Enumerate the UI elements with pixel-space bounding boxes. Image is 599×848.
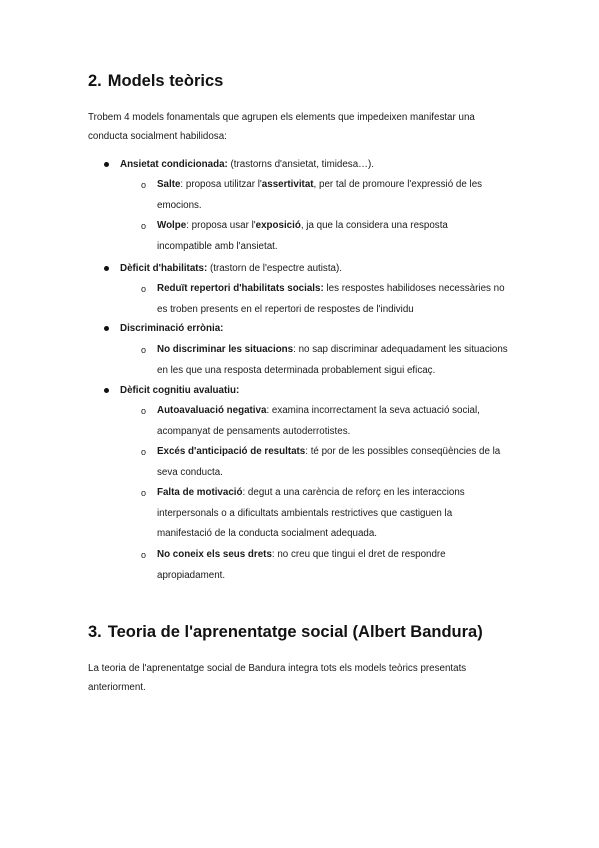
sub-list-item [157, 545, 517, 586]
term: assertivitat [261, 179, 314, 190]
term: Wolpe [157, 220, 187, 231]
item-text: (trastorns d'ansietat, timidesa…). [227, 159, 374, 170]
list-item [120, 319, 520, 340]
term: No discriminar les situacions [157, 344, 294, 355]
item-text: : proposa utilitzar l' [180, 179, 262, 190]
sub-bullet-icon: o [141, 221, 147, 231]
sub-bullet-icon: o [141, 550, 147, 560]
bullet-icon [104, 162, 109, 167]
term: Salte [157, 179, 181, 190]
item-text: en les que una resposta determinada probablement sigui eficaç. [157, 364, 436, 376]
text-line: conducta socialment habilidosa: [88, 131, 227, 142]
item-text: incompatible amb l'ansietat. [157, 240, 278, 252]
item-text: les respostes habilidoses necessàries no [323, 283, 505, 294]
section-2-heading [88, 72, 223, 91]
section-number: 2. [88, 72, 102, 90]
intro-paragraph [88, 108, 518, 146]
item-text: acompanyat de pensaments autoderrotistes. [157, 425, 351, 437]
item-text: (trastorn de l'espectre autista). [207, 263, 342, 274]
term: Autoavaluació negativa [157, 405, 267, 416]
sub-bullet-icon: o [141, 447, 147, 457]
sub-bullet-icon: o [141, 345, 147, 355]
list-item [120, 155, 520, 176]
text-line: La teoria de l'aprenentatge social de Bandura integra tots els models teòrics presentats [88, 663, 467, 674]
item-text: : no sap discriminar adequadament les situacions [293, 344, 508, 355]
term: Ansietat condicionada: [120, 159, 228, 170]
sub-bullet-icon: o [141, 406, 147, 416]
section-title: Teoria de l'aprenentatge social (Albert Bandura) [107, 623, 483, 641]
list-item [120, 259, 520, 280]
sub-list-item [157, 279, 517, 320]
bullet-icon [104, 266, 109, 271]
term: Discriminació errònia: [120, 323, 224, 334]
section-number: 3. [88, 623, 102, 641]
sub-list-item [157, 175, 517, 216]
sub-bullet-icon: o [141, 180, 147, 190]
sub-list-item [157, 340, 517, 381]
sub-list-item [157, 401, 517, 442]
item-text: : proposa usar l' [186, 220, 256, 231]
item-text: , ja que la considera una resposta [300, 220, 448, 231]
item-text: emocions. [157, 199, 202, 211]
term: exposició [255, 220, 301, 231]
list-item [120, 381, 520, 402]
item-text: seva conducta. [157, 466, 223, 478]
section-3-heading [88, 623, 483, 642]
term: Dèficit d'habilitats: [120, 263, 208, 274]
item-text: : degut a una carència de reforç en les interaccions [242, 487, 465, 498]
term: Reduït repertori d'habilitats socials: [157, 283, 324, 294]
sub-bullet-icon: o [141, 284, 147, 294]
item-text: : examina incorrectament la seva actuació social, [266, 405, 480, 416]
term: Falta de motivació [157, 487, 243, 498]
item-text: : té por de les possibles conseqüències de la [305, 446, 501, 457]
section-title: Models teòrics [107, 72, 224, 90]
term: No coneix els seus drets [157, 549, 272, 560]
bullet-icon [104, 388, 109, 393]
term: Excés d'anticipació de resultats [157, 446, 306, 457]
section-3-paragraph [88, 659, 518, 697]
item-text: , per tal de promoure l'expressió de les [313, 179, 483, 190]
text-line: anteriorment. [88, 682, 146, 693]
text-line: Trobem 4 models fonamentals que agrupen els elements que impedeixen manifestar una [88, 112, 475, 123]
item-text: apropiadament. [157, 569, 226, 581]
item-text: : no creu que tingui el dret de respondre [271, 549, 446, 560]
sub-list-item [157, 442, 517, 483]
item-text: interpersonals o a dificultats ambientals restrictives que castiguen la [157, 507, 453, 519]
item-text: es troben presents en el repertori de respostes de l'individu [157, 303, 414, 315]
sub-list-item [157, 216, 517, 257]
term: Dèficit cognitiu avaluatiu: [120, 385, 240, 396]
sub-bullet-icon: o [141, 488, 147, 498]
sub-list-item [157, 483, 517, 545]
item-text: manifestació de la conducta socialment adequada. [157, 528, 378, 539]
bullet-icon [104, 326, 109, 331]
